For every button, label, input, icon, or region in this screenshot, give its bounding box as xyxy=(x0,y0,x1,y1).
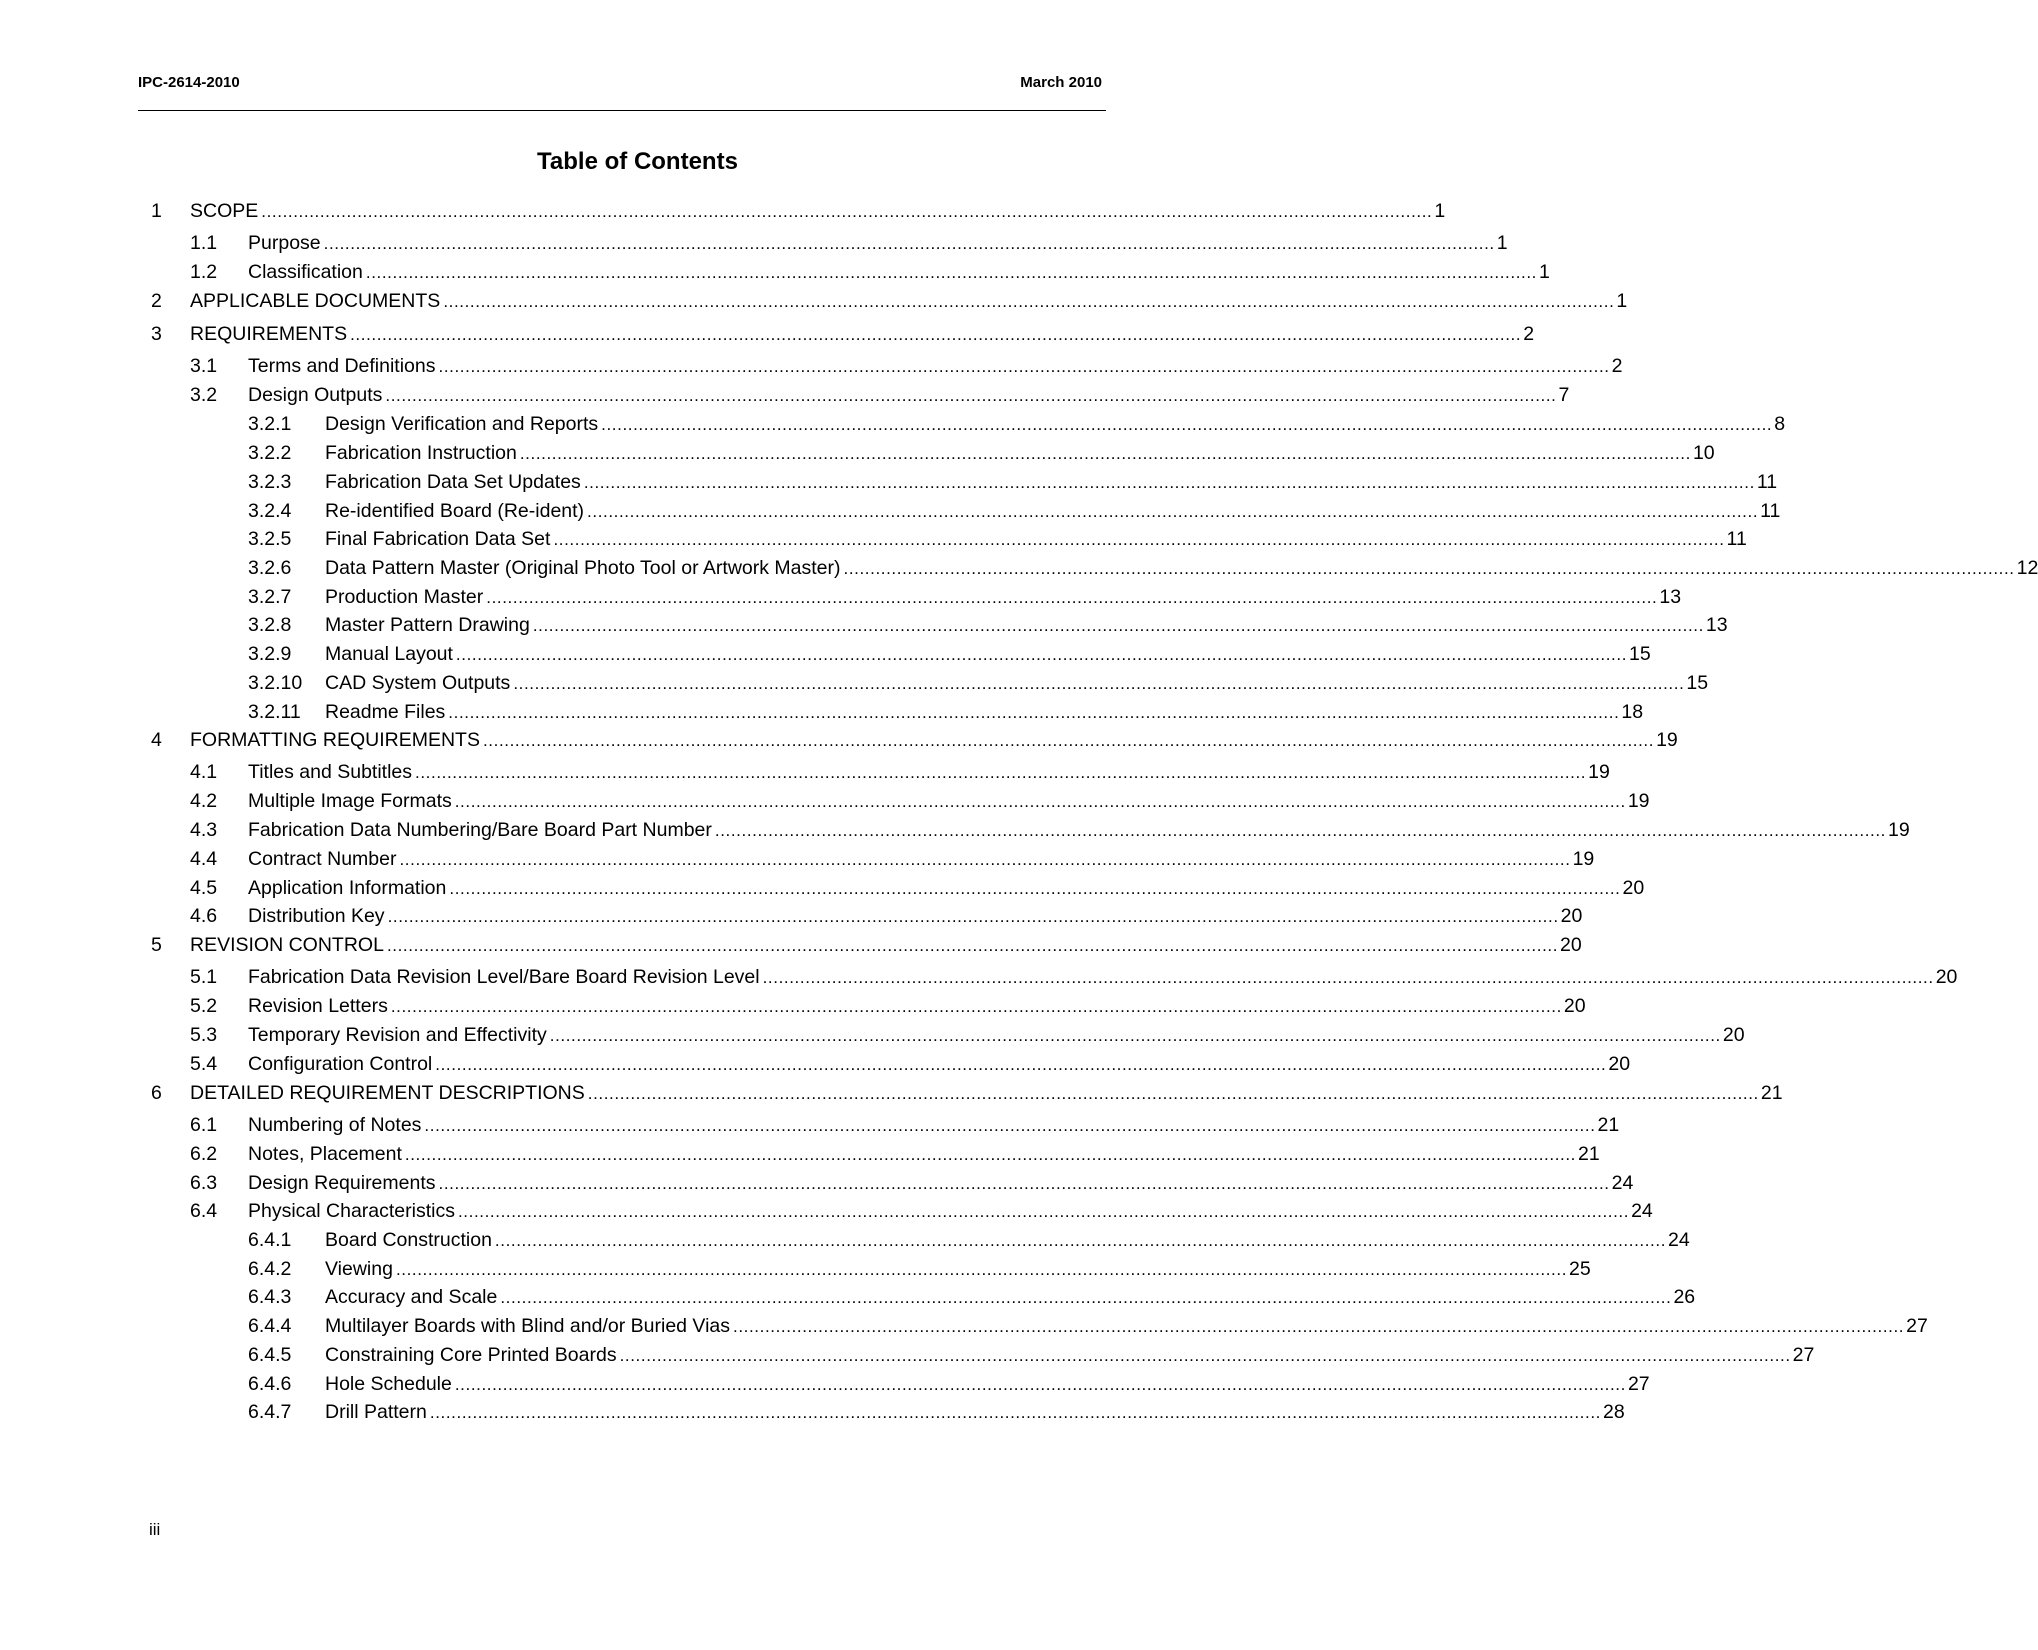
toc-entry[interactable] xyxy=(0,993,1586,1019)
toc-entry-line xyxy=(325,1399,1625,1426)
toc-leader-dots: ............................................................................................................................................................................................................................ xyxy=(261,202,1433,221)
toc-entry-line xyxy=(190,932,1582,959)
toc-leader-dots: ............................................................................................................................................................................................................................ xyxy=(454,1375,1626,1394)
toc-entry-title: Viewing xyxy=(325,1258,393,1280)
toc-leader-dots: ............................................................................................................................................................................................................................ xyxy=(387,907,1559,926)
toc-leader-dots: ............................................................................................................................................................................................................................ xyxy=(404,1145,1576,1164)
toc-entry-line xyxy=(190,1080,1783,1107)
toc-entry-title: CAD System Outputs xyxy=(325,672,511,694)
toc-entry-page: 20 xyxy=(1622,877,1645,899)
toc-entry-number: 6.1 xyxy=(190,1114,218,1136)
toc-entry-title: Accuracy and Scale xyxy=(325,1286,498,1308)
toc-entry[interactable] xyxy=(0,469,1778,495)
toc-entry-line xyxy=(248,259,1550,286)
toc-leader-dots: ............................................................................................................................................................................................................................ xyxy=(733,1317,1905,1336)
toc-entry-page: 20 xyxy=(1935,966,1958,988)
toc-entry-line xyxy=(248,1198,1653,1225)
toc-entry[interactable] xyxy=(0,641,1651,667)
toc-entry-title: Design Verification and Reports xyxy=(325,413,599,435)
toc-entry[interactable] xyxy=(0,699,1644,725)
toc-entry-page: 24 xyxy=(1631,1200,1653,1222)
toc-entry-title: Contract Number xyxy=(248,848,397,870)
toc-entry[interactable] xyxy=(0,846,1595,872)
toc-entry-line xyxy=(325,1256,1591,1283)
toc-entry-title: Revision Letters xyxy=(248,995,388,1017)
toc-entry-title: Board Construction xyxy=(325,1229,492,1251)
toc-entry-number: 4.5 xyxy=(190,877,218,899)
toc-entry-number: 3.2.8 xyxy=(248,614,292,636)
toc-entry-line xyxy=(248,964,1958,991)
toc-entry-number: 4.1 xyxy=(190,761,218,783)
toc-leader-dots: ............................................................................................................................................................................................................................ xyxy=(843,559,2015,578)
toc-leader-dots: ............................................................................................................................................................................................................................ xyxy=(449,879,1621,898)
toc-entry-page: 2 xyxy=(1611,355,1623,377)
toc-entry-number: 4.6 xyxy=(190,905,218,927)
toc-entry-number: 3.2.3 xyxy=(248,471,292,493)
toc-entry-title: SCOPE xyxy=(190,200,259,222)
toc-entry-number: 4.2 xyxy=(190,790,218,812)
page-number: iii xyxy=(149,1520,161,1539)
toc-leader-dots: ............................................................................................................................................................................................................................ xyxy=(443,292,1615,311)
toc-entry-number: 1.1 xyxy=(190,232,218,254)
toc-entry-number: 6.4.1 xyxy=(248,1229,292,1251)
toc-entry[interactable] xyxy=(0,759,1610,785)
toc-leader-dots: ............................................................................................................................................................................................................................ xyxy=(399,850,1571,869)
toc-entry-page: 11 xyxy=(1726,528,1747,550)
toc-entry-page: 12 xyxy=(2016,557,2038,579)
toc-entry-title: Production Master xyxy=(325,586,484,608)
toc-entry-line xyxy=(325,1227,1690,1254)
toc-entry[interactable] xyxy=(0,903,1583,929)
toc-entry-title: APPLICABLE DOCUMENTS xyxy=(190,290,441,312)
toc-entry[interactable] xyxy=(0,353,1623,379)
toc-entry-number: 3.2.6 xyxy=(248,557,292,579)
toc-entry-title: REQUIREMENTS xyxy=(190,323,348,345)
toc-entry-page: 20 xyxy=(1608,1053,1631,1075)
toc-entry-line xyxy=(190,727,1678,754)
toc-entry-title: Constraining Core Printed Boards xyxy=(325,1344,617,1366)
toc-entry-line xyxy=(190,321,1535,348)
toc-entry-page: 8 xyxy=(1774,413,1786,435)
toc-entry-page: 19 xyxy=(1588,761,1610,783)
toc-entry-page: 10 xyxy=(1692,442,1715,464)
toc-leader-dots: ............................................................................................................................................................................................................................ xyxy=(395,1260,1568,1279)
toc-entry-page: 20 xyxy=(1563,995,1586,1017)
toc-entry-number: 3.2.5 xyxy=(248,528,292,550)
toc-leader-dots: ............................................................................................................................................................................................................................ xyxy=(714,821,1886,840)
toc-entry-line xyxy=(248,382,1570,409)
toc-leader-dots: ............................................................................................................................................................................................................................ xyxy=(513,674,1685,693)
toc-entry[interactable] xyxy=(0,411,1786,437)
toc-entry-page: 19 xyxy=(1572,848,1595,870)
toc-entry[interactable] xyxy=(0,1313,1928,1339)
toc-entry-page: 1 xyxy=(1538,261,1550,283)
toc-entry[interactable] xyxy=(0,259,1550,285)
toc-entry-title: Purpose xyxy=(248,232,321,254)
toc-entry[interactable] xyxy=(0,670,1709,696)
toc-entry[interactable] xyxy=(0,1371,1650,1397)
toc-entry-page: 15 xyxy=(1629,643,1651,665)
toc-entry-title: Multiple Image Formats xyxy=(248,790,452,812)
toc-leader-dots: ............................................................................................................................................................................................................................ xyxy=(583,473,1755,492)
toc-leader-dots: ............................................................................................................................................................................................................................ xyxy=(386,936,1559,955)
toc-entry-title: Drill Pattern xyxy=(325,1401,427,1423)
toc-leader-dots: ............................................................................................................................................................................................................................ xyxy=(415,763,1587,782)
toc-entry[interactable] xyxy=(0,1051,1631,1077)
toc-entry-page: 11 xyxy=(1756,471,1778,493)
toc-entry-title: Distribution Key xyxy=(248,905,385,927)
toc-leader-dots: ............................................................................................................................................................................................................................ xyxy=(587,1084,1759,1103)
toc-entry[interactable] xyxy=(0,1256,1591,1282)
toc-entry-title: DETAILED REQUIREMENT DESCRIPTIONS xyxy=(190,1082,585,1104)
toc-entry-line xyxy=(325,440,1715,467)
toc-entry-line xyxy=(325,699,1644,726)
toc-entry-number: 5.2 xyxy=(190,995,218,1017)
toc-entry[interactable] xyxy=(0,817,1910,843)
toc-entry[interactable] xyxy=(0,1170,1634,1196)
toc-leader-dots: ............................................................................................................................................................................................................................ xyxy=(549,1026,1721,1045)
toc-entry-title: Design Outputs xyxy=(248,384,383,406)
toc-entry-title: Application Information xyxy=(248,877,447,899)
toc-leader-dots: ............................................................................................................................................................................................................................ xyxy=(587,502,1759,521)
toc-entry-number: 3.2.2 xyxy=(248,442,292,464)
toc-leader-dots: ............................................................................................................................................................................................................................ xyxy=(519,444,1691,463)
toc-entry[interactable] xyxy=(0,584,1682,610)
toc-entry-number: 3.2.10 xyxy=(248,672,303,694)
toc-entry-title: Hole Schedule xyxy=(325,1373,452,1395)
toc-entry-title: Titles and Subtitles xyxy=(248,761,413,783)
toc-entry-page: 27 xyxy=(1627,1373,1650,1395)
toc-entry-page: 7 xyxy=(1558,384,1570,406)
toc-leader-dots: ............................................................................................................................................................................................................................ xyxy=(619,1346,1791,1365)
toc-entry[interactable] xyxy=(0,727,1678,753)
toc-entry-line xyxy=(325,584,1682,611)
toc-entry-line xyxy=(325,1284,1696,1311)
toc-entry-number: 6.4.2 xyxy=(248,1258,292,1280)
toc-entry[interactable] xyxy=(0,1080,1783,1106)
toc-leader-dots: ............................................................................................................................................................................................................................ xyxy=(385,386,1557,405)
toc-entry-line xyxy=(248,788,1650,815)
toc-leader-dots: ............................................................................................................................................................................................................................ xyxy=(482,731,1655,750)
toc-entry-page: 15 xyxy=(1686,672,1709,694)
toc-entry-line xyxy=(325,411,1786,438)
toc-entry-title: Configuration Control xyxy=(248,1053,433,1075)
toc-leader-dots: ............................................................................................................................................................................................................................ xyxy=(429,1403,1601,1422)
toc-leader-dots: ............................................................................................................................................................................................................................ xyxy=(323,234,1495,253)
toc-entry-number: 6.4.3 xyxy=(248,1286,292,1308)
toc-entry-title: Fabrication Data Numbering/Bare Board Part Number xyxy=(248,819,712,841)
toc-entry[interactable] xyxy=(0,288,1628,314)
toc-entry-page: 21 xyxy=(1760,1082,1783,1104)
toc-leader-dots: ............................................................................................................................................................................................................................ xyxy=(424,1116,1596,1135)
toc-entry-line xyxy=(325,498,1781,525)
toc-entry-page: 11 xyxy=(1760,500,1781,522)
toc-entry-number: 3 xyxy=(151,323,162,345)
toc-entry[interactable] xyxy=(0,555,2038,581)
toc-entry-line xyxy=(248,759,1610,786)
toc-entry[interactable] xyxy=(0,1399,1625,1425)
toc-entry-page: 28 xyxy=(1602,1401,1625,1423)
toc-entry[interactable] xyxy=(0,964,1958,990)
toc-entry-title: Manual Layout xyxy=(325,643,453,665)
toc-entry-number: 4.4 xyxy=(190,848,218,870)
toc-entry[interactable] xyxy=(0,1198,1653,1224)
toc-entry-number: 3.2 xyxy=(190,384,218,406)
toc-entry-line xyxy=(325,1313,1928,1340)
toc-entry[interactable] xyxy=(0,612,1728,638)
toc-entry[interactable] xyxy=(0,932,1582,958)
toc-entry-page: 27 xyxy=(1906,1315,1928,1337)
toc-leader-dots: ............................................................................................................................................................................................................................ xyxy=(762,968,1934,987)
toc-entry-page: 21 xyxy=(1597,1114,1620,1136)
toc-entry-page: 21 xyxy=(1578,1143,1600,1165)
toc-entry-title: Fabrication Data Set Updates xyxy=(325,471,581,493)
toc-entry-number: 1 xyxy=(151,200,162,222)
toc-leader-dots: ............................................................................................................................................................................................................................ xyxy=(438,357,1610,376)
toc-entry[interactable] xyxy=(0,321,1535,347)
toc-entry[interactable] xyxy=(0,1342,1815,1368)
toc-entry-title: Fabrication Data Revision Level/Bare Board Revision Level xyxy=(248,966,760,988)
toc-entry-number: 6.4 xyxy=(190,1200,218,1222)
toc-entry[interactable] xyxy=(0,1022,1745,1048)
toc-entry-line xyxy=(325,555,2038,582)
toc-entry-line xyxy=(248,993,1586,1020)
toc-entry[interactable] xyxy=(0,1227,1690,1253)
toc-entry-page: 1 xyxy=(1434,200,1446,222)
toc-entry-line xyxy=(248,1112,1620,1139)
toc-entry-line xyxy=(325,612,1728,639)
toc-entry-line xyxy=(325,641,1651,668)
toc-entry-number: 3.2.4 xyxy=(248,500,292,522)
toc-entry-line xyxy=(190,198,1446,225)
toc-entry-page: 1 xyxy=(1496,232,1508,254)
toc-entry-line xyxy=(325,1371,1650,1398)
toc-entry-title: Physical Characteristics xyxy=(248,1200,455,1222)
toc-entry-line xyxy=(248,1170,1634,1197)
toc-leader-dots: ............................................................................................................................................................................................................................ xyxy=(454,792,1626,811)
toc-entry-page: 13 xyxy=(1705,614,1728,636)
toc-entry-line xyxy=(325,469,1778,496)
toc-entry-page: 25 xyxy=(1569,1258,1591,1280)
toc-entry-number: 3.2.1 xyxy=(248,413,292,435)
toc-entry-title: Temporary Revision and Effectivity xyxy=(248,1024,547,1046)
toc-entry-page: 1 xyxy=(1616,290,1628,312)
toc-entry-title: Classification xyxy=(248,261,363,283)
toc-entry-number: 6.4.4 xyxy=(248,1315,292,1337)
toc-entry-page: 20 xyxy=(1560,905,1583,927)
toc-entry-number: 3.1 xyxy=(190,355,218,377)
toc-entry-number: 2 xyxy=(151,290,162,312)
toc-entry-line xyxy=(190,288,1628,315)
toc-leader-dots: ............................................................................................................................................................................................................................ xyxy=(532,616,1704,635)
page-title: Table of Contents xyxy=(537,148,738,175)
toc-entry-title: Readme Files xyxy=(325,701,446,723)
toc-entry-number: 6 xyxy=(151,1082,162,1104)
toc-entry-line xyxy=(325,670,1709,697)
toc-leader-dots: ............................................................................................................................................................................................................................ xyxy=(601,415,1773,434)
toc-entry-line xyxy=(248,230,1508,257)
toc-entry-number: 3.2.9 xyxy=(248,643,292,665)
toc-entry-line xyxy=(325,526,1747,553)
toc-entry[interactable] xyxy=(0,1112,1620,1138)
toc-entry-title: Multilayer Boards with Blind and/or Buried Vias xyxy=(325,1315,731,1337)
toc-entry-number: 5.4 xyxy=(190,1053,218,1075)
toc-entry-number: 6.4.7 xyxy=(248,1401,292,1423)
toc-entry-page: 19 xyxy=(1656,729,1678,751)
toc-entry-title: Terms and Definitions xyxy=(248,355,436,377)
toc-entry-number: 1.2 xyxy=(190,261,218,283)
toc-entry-number: 6.4.6 xyxy=(248,1373,292,1395)
toc-entry-page: 24 xyxy=(1611,1172,1634,1194)
toc-leader-dots: ............................................................................................................................................................................................................................ xyxy=(457,1202,1630,1221)
toc-entry-title: Re-identified Board (Re-ident) xyxy=(325,500,585,522)
toc-entry-number: 5.1 xyxy=(190,966,218,988)
toc-entry[interactable] xyxy=(0,1284,1696,1310)
toc-leader-dots: ............................................................................................................................................................................................................................ xyxy=(448,703,1620,722)
toc-entry-line xyxy=(248,846,1595,873)
toc-entry[interactable] xyxy=(0,875,1645,901)
toc-entry-number: 4.3 xyxy=(190,819,218,841)
toc-leader-dots: ............................................................................................................................................................................................................................ xyxy=(553,530,1725,549)
toc-entry-page: 26 xyxy=(1673,1286,1696,1308)
toc-entry-title: FORMATTING REQUIREMENTS xyxy=(190,729,480,751)
document-id: IPC-2614-2010 xyxy=(138,74,240,91)
toc-entry-title: Final Fabrication Data Set xyxy=(325,528,551,550)
toc-entry-page: 20 xyxy=(1722,1024,1745,1046)
toc-entry[interactable] xyxy=(0,230,1508,256)
toc-entry-title: Data Pattern Master (Original Photo Tool or Artwork Master) xyxy=(325,557,841,579)
toc-entry-line xyxy=(248,1022,1745,1049)
toc-entry-line xyxy=(248,1141,1600,1168)
toc-leader-dots: ............................................................................................................................................................................................................................ xyxy=(486,588,1658,607)
toc-entry-title: Fabrication Instruction xyxy=(325,442,517,464)
toc-leader-dots: ............................................................................................................................................................................................................................ xyxy=(390,997,1562,1016)
toc-entry-line xyxy=(325,1342,1815,1369)
toc-leader-dots: ............................................................................................................................................................................................................................ xyxy=(365,263,1537,282)
toc-entry-page: 13 xyxy=(1659,586,1682,608)
toc-leader-dots: ............................................................................................................................................................................................................................ xyxy=(455,645,1628,664)
toc-entry-page: 27 xyxy=(1792,1344,1815,1366)
toc-entry-number: 6.2 xyxy=(190,1143,218,1165)
toc-entry-line xyxy=(248,1051,1631,1078)
toc-entry-number: 5.3 xyxy=(190,1024,218,1046)
toc-entry[interactable] xyxy=(0,382,1570,408)
toc-leader-dots: ............................................................................................................................................................................................................................ xyxy=(435,1055,1607,1074)
toc-entry-line xyxy=(248,817,1910,844)
toc-entry-number: 6.4.5 xyxy=(248,1344,292,1366)
toc-entry-number: 5 xyxy=(151,934,162,956)
toc-leader-dots: ............................................................................................................................................................................................................................ xyxy=(438,1174,1610,1193)
toc-entry-number: 3.2.11 xyxy=(248,701,301,723)
toc-entry-title: Master Pattern Drawing xyxy=(325,614,530,636)
toc-entry-title: Numbering of Notes xyxy=(248,1114,422,1136)
toc-entry[interactable] xyxy=(0,440,1715,466)
toc-entry-page: 19 xyxy=(1627,790,1650,812)
toc-entry-page: 2 xyxy=(1523,323,1535,345)
toc-entry[interactable] xyxy=(0,498,1781,524)
toc-entry-number: 3.2.7 xyxy=(248,586,292,608)
toc-entry[interactable] xyxy=(0,198,1446,224)
toc-leader-dots: ............................................................................................................................................................................................................................ xyxy=(500,1288,1672,1307)
toc-leader-dots: ............................................................................................................................................................................................................................ xyxy=(350,325,1522,344)
toc-entry[interactable] xyxy=(0,1141,1600,1167)
toc-entry-line xyxy=(248,353,1623,380)
toc-entry[interactable] xyxy=(0,526,1747,552)
toc-leader-dots: ............................................................................................................................................................................................................................ xyxy=(494,1231,1667,1250)
document-date: March 2010 xyxy=(1020,74,1102,91)
toc-entry-title: REVISION CONTROL xyxy=(190,934,384,956)
toc-entry-page: 20 xyxy=(1560,934,1582,956)
toc-entry-title: Notes, Placement xyxy=(248,1143,402,1165)
toc-entry-line xyxy=(248,875,1645,902)
toc-entry-number: 6.3 xyxy=(190,1172,218,1194)
toc-entry-number: 4 xyxy=(151,729,162,751)
toc-entry[interactable] xyxy=(0,788,1650,814)
toc-entry-line xyxy=(248,903,1583,930)
toc-entry-title: Design Requirements xyxy=(248,1172,436,1194)
toc-entry-page: 24 xyxy=(1668,1229,1690,1251)
toc-entry-page: 19 xyxy=(1887,819,1910,841)
toc-entry-page: 18 xyxy=(1621,701,1644,723)
